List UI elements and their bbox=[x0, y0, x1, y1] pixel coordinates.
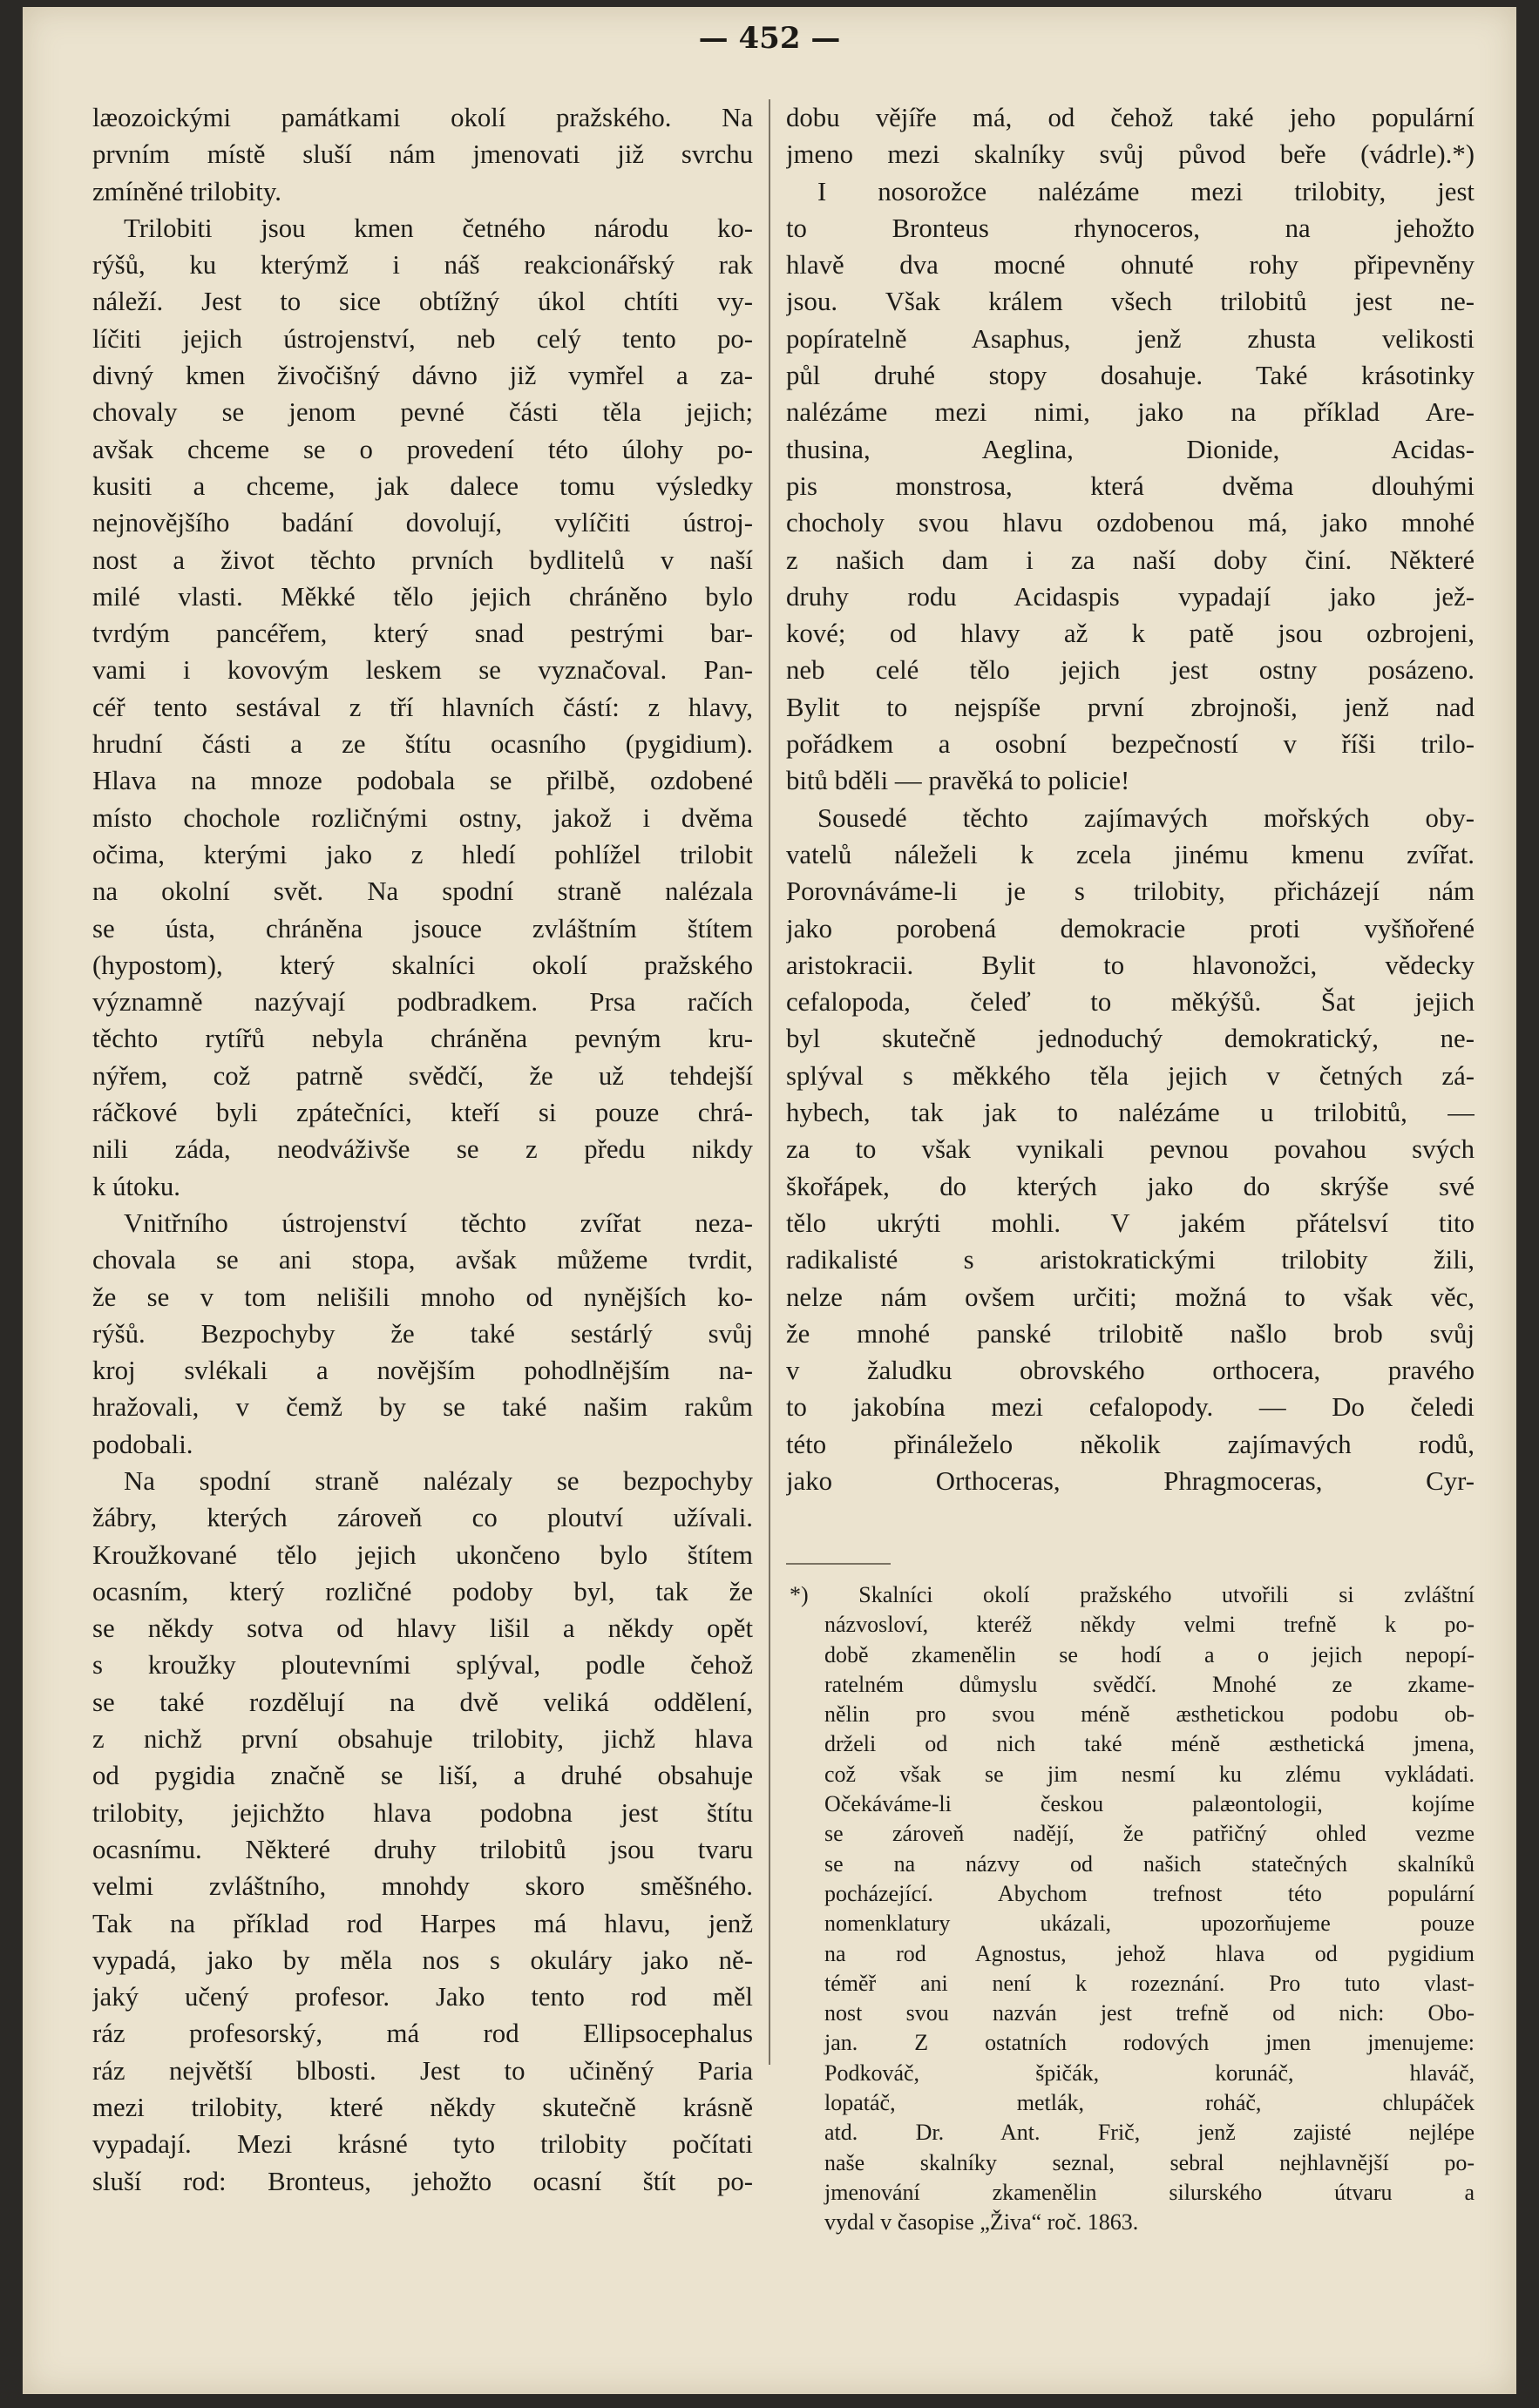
text-line: dobu vějíře má, od čehož také jeho populární bbox=[786, 103, 1475, 132]
footnote-line: drželi od nich také méně æsthetická jmena, bbox=[824, 1731, 1475, 1757]
text-line: druhy rodu Acidaspis vypadají jako jež- bbox=[786, 581, 1475, 612]
text-line: očima, kterými jako z hledí pohlížel trilobit bbox=[92, 839, 753, 869]
text-line: vypadá, jako by měla nos s okuláry jako ně- bbox=[92, 1945, 753, 1975]
left-text-column bbox=[92, 99, 753, 2200]
text-line: ráz profesorský, má rod Ellipsocephalus bbox=[92, 2019, 753, 2049]
text-line: se někdy sotva od hlavy lišil a někdy opět bbox=[92, 1613, 753, 1644]
text-line: bitů bděli — pravěká to policie! bbox=[786, 766, 1130, 796]
footnote-line: se zároveň nadějí, že patřičný ohled vezme bbox=[824, 1821, 1475, 1847]
text-line: sluší rod: Bronteus, jehožto ocasní štít po- bbox=[92, 2166, 753, 2196]
text-line: z nichž první obsahuje trilobity, jichž hlava bbox=[92, 1724, 753, 1755]
text-line: jmeno mezi skalníky svůj původ beře (vádrle).*) bbox=[786, 139, 1475, 170]
text-line: ocasnímu. Některé druhy trilobitů jsou tvaru bbox=[92, 1834, 753, 1864]
text-line: kusiti a chceme, jak dalece tomu výsledky bbox=[92, 470, 753, 501]
text-line: se ústa, chráněna jsouce zvláštním štítem bbox=[92, 913, 753, 944]
text-line: náleží. Jest to sice obtížný úkol chtíti vy- bbox=[92, 287, 753, 317]
text-line: rýšů. Bezpochyby že také sestárlý svůj bbox=[92, 1318, 753, 1349]
text-line: ráz největší blbosti. Jest to učiněný Paria bbox=[92, 2055, 753, 2086]
footnote-line: jmenování zkamenělin silurského útvaru a bbox=[824, 2179, 1475, 2205]
footnote-line: Podkováč, špičák, korunáč, hlaváč, bbox=[824, 2060, 1475, 2086]
text-line: s kroužky ploutevními splýval, podle čehož bbox=[92, 1650, 753, 1681]
text-line: rýšů, ku kterýmž i náš reakcionářský rak bbox=[92, 250, 753, 281]
text-line: nelze nám ovšem určiti; možná to však věc, bbox=[786, 1282, 1475, 1312]
footnote-line: Očekáváme-li českou palæontologii, kojíme bbox=[824, 1791, 1475, 1817]
text-line: hlavě dva mocné ohnuté rohy připevněny bbox=[786, 250, 1475, 281]
text-line: velmi zvláštního, mnohdy skoro směšného. bbox=[92, 1871, 753, 1902]
text-line: neb celé tělo jejich jest ostny posázeno. bbox=[786, 655, 1475, 686]
text-line: nili záda, neodváživše se z předu nikdy bbox=[92, 1134, 753, 1165]
text-line: popíratelně Asaphus, jenž zhusta velikosti bbox=[786, 323, 1475, 354]
text-line: jsou. Však králem všech trilobitů jest ne- bbox=[786, 287, 1475, 317]
text-line: radikalisté s aristokratickými trilobity žili, bbox=[786, 1245, 1475, 1275]
footnote-line: jan. Z ostatních rodových jmen jmenujeme: bbox=[824, 2030, 1475, 2056]
text-line: Porovnáváme-li je s trilobity, přicházejí nám bbox=[786, 876, 1475, 907]
text-line: významně nazývají podbradkem. Prsa račích bbox=[92, 987, 753, 1018]
text-line: chovala se ani stopa, avšak můžeme tvrdit, bbox=[92, 1245, 753, 1275]
text-line: cefalopoda, čeleď to měkýšů. Šat jejich bbox=[786, 987, 1475, 1018]
text-line: avšak chceme se o provedení této úlohy po- bbox=[92, 434, 753, 464]
text-line: pis monstrosa, která dvěma dlouhými bbox=[786, 470, 1475, 501]
footnote-line: nost svou nazván jest trefně od nich: Obo- bbox=[824, 2000, 1475, 2026]
footnote-line: době zkamenělin se hodí a o jejich nepopí- bbox=[824, 1641, 1475, 1667]
text-line: v žaludku obrovského orthocera, pravého bbox=[786, 1356, 1475, 1386]
column-divider bbox=[769, 99, 770, 2065]
footnote-line: pocházející. Abychom trefnost této populární bbox=[824, 1880, 1475, 1906]
text-line: z našich dam i za naší doby činí. Některé bbox=[786, 545, 1475, 575]
text-line: Vnitřního ústrojenství těchto zvířat neza- bbox=[124, 1207, 753, 1238]
text-line: læozoickými památkami okolí pražského. Na bbox=[92, 103, 753, 132]
page-number: — 452 — bbox=[698, 21, 841, 56]
text-line: na okolní svět. Na spodní straně nalézala bbox=[92, 876, 753, 907]
footnote-line: se na názvy od našich statečných skalníků bbox=[824, 1850, 1475, 1877]
text-line: že mnohé panské trilobitě našlo brob svůj bbox=[786, 1318, 1475, 1349]
text-line: půl druhé stopy dosahuje. Také krásotinky bbox=[786, 361, 1475, 391]
text-line: ráčkové byli zpátečníci, kteří si pouze chrá- bbox=[92, 1098, 753, 1128]
footnote bbox=[790, 1580, 1475, 2238]
text-line: hražovali, v čemž by se také našim rakům bbox=[92, 1392, 753, 1423]
text-line: ocasním, který rozličné podoby byl, tak že bbox=[92, 1576, 753, 1606]
text-line: za to však vynikali pevnou povahou svých bbox=[786, 1134, 1475, 1165]
footnote-line: ratelném důmyslu svědčí. Mnohé ze zkame- bbox=[824, 1671, 1475, 1697]
footnote-line: nomenklatury ukázali, upozorňujeme pouze bbox=[824, 1911, 1475, 1937]
text-line: hybech, tak jak to nalézáme u trilobitů, — bbox=[786, 1098, 1475, 1128]
text-line: se také rozdělují na dvě veliká oddělení, bbox=[92, 1687, 753, 1717]
text-line: že se v tom nelišili mnoho od nynějších ko- bbox=[92, 1282, 753, 1312]
footnote-line: názvosloví, kteréž někdy velmi trefně k po- bbox=[824, 1612, 1475, 1638]
text-line: Hlava na mnoze podobala se přilbě, ozdobené bbox=[92, 766, 753, 796]
text-line: podobali. bbox=[92, 1429, 193, 1459]
text-line: Bylit to nejspíše první zbrojnoši, jenž nad bbox=[786, 692, 1475, 722]
text-line: I nosorožce nalézáme mezi trilobity, jest bbox=[817, 176, 1475, 206]
text-line: nýřem, což patrně svědčí, že už tehdejší bbox=[92, 1060, 753, 1091]
journal-page bbox=[23, 7, 1516, 2394]
text-line: Sousedé těchto zajímavých mořských oby- bbox=[817, 802, 1475, 833]
text-line: nejnovějšího badání dovolují, vylíčiti ústroj- bbox=[92, 508, 753, 538]
text-line: splýval s měkkého těla jejich v četných zá- bbox=[786, 1060, 1475, 1091]
text-line: jako Orthoceras, Phragmoceras, Cyr- bbox=[786, 1465, 1475, 1496]
text-line: chocholy svou hlavu ozdobenou má, jako mnohé bbox=[786, 508, 1475, 538]
text-line: trilobity, jejichžto hlava podobna jest štítu bbox=[92, 1797, 753, 1828]
text-line: Tak na příklad rod Harpes má hlavu, jenž bbox=[92, 1908, 753, 1938]
text-line: škořápek, do kterých jako do skrýše své bbox=[786, 1171, 1475, 1201]
text-line: pořádkem a osobní bezpečností v říši trilo- bbox=[786, 729, 1475, 760]
text-line: jaký učený profesor. Jako tento rod měl bbox=[92, 1982, 753, 2012]
footnote-line: nělin pro svou méně æsthetickou podobu ob- bbox=[824, 1701, 1475, 1728]
text-line: to jakobína mezi cefalopody. — Do čeledi bbox=[786, 1392, 1475, 1423]
text-line: líčiti jejich ústrojenství, neb celý tento po- bbox=[92, 323, 753, 354]
text-line: nalézáme mezi nimi, jako na příklad Are- bbox=[786, 397, 1475, 428]
text-line: kové; od hlavy až k patě jsou ozbrojeni, bbox=[786, 619, 1475, 649]
footnote-line: téměř ani není k rozeznání. Pro tuto vlast- bbox=[824, 1970, 1475, 1996]
footnote-line: což však se jim nesmí ku zlému vykládati. bbox=[824, 1761, 1475, 1787]
text-line: hrudní části a ze štítu ocasního (pygidium). bbox=[92, 729, 753, 760]
text-line: céř tento sestával z tří hlavních částí: z hlavy, bbox=[92, 692, 753, 722]
text-line: mezi trilobity, které někdy skutečně krásně bbox=[92, 2093, 753, 2123]
text-line: aristokracii. Bylit to hlavonožci, vědecky bbox=[786, 950, 1475, 980]
text-line: nost a život těchto prvních bydlitelů v naší bbox=[92, 545, 753, 575]
footnote-line: na rod Agnostus, jehož hlava od pygidium bbox=[824, 1940, 1475, 1966]
text-line: Kroužkované tělo jejich ukončeno bylo štítem bbox=[92, 1539, 753, 1570]
text-line: jako porobená demokracie proti vyšňořené bbox=[786, 913, 1475, 944]
footnote-line: atd. Dr. Ant. Frič, jenž zajisté nejlépe bbox=[824, 2120, 1475, 2146]
text-line: tvrdým pancéřem, který snad pestrými bar- bbox=[92, 619, 753, 649]
text-line: to Bronteus rhynoceros, na jehožto bbox=[786, 213, 1475, 243]
text-line: prvním místě sluší nám jmenovati již svrchu bbox=[92, 139, 753, 170]
text-line: thusina, Aeglina, Dionide, Acidas- bbox=[786, 434, 1475, 464]
footnote-line: naše skalníky seznal, sebral nejhlavnější po- bbox=[824, 2149, 1475, 2175]
text-line: byl skutečně jednoduchý demokratický, ne- bbox=[786, 1024, 1475, 1054]
text-line: divný kmen živočišný dávno již vymřel a za- bbox=[92, 361, 753, 391]
text-line: tělo ukrýti mohli. V jakém přátelsví tito bbox=[786, 1207, 1475, 1238]
text-line: vami i kovovým leskem se vyznačoval. Pan- bbox=[92, 655, 753, 686]
text-line: této přináleželo několik zajímavých rodů, bbox=[786, 1429, 1475, 1459]
text-line: Trilobiti jsou kmen četného národu ko- bbox=[124, 213, 753, 243]
text-line: vypadají. Mezi krásné tyto trilobity počítati bbox=[92, 2129, 753, 2160]
text-line: (hypostom), který skalníci okolí pražského bbox=[92, 950, 753, 980]
footnote-line: lopatáč, metlák, roháč, chlupáček bbox=[824, 2090, 1475, 2116]
text-line: místo chochole rozličnými ostny, jakož i dvěma bbox=[92, 802, 753, 833]
footnote-line: *) Skalníci okolí pražského utvořili si zvláštní bbox=[790, 1582, 1475, 1607]
text-line: milé vlasti. Měkké tělo jejich chráněno bylo bbox=[92, 581, 753, 612]
text-line: zmíněné trilobity. bbox=[92, 176, 281, 206]
text-line: kroj svlékali a novějším pohodlnějším na- bbox=[92, 1356, 753, 1386]
text-line: od pygidia značně se liší, a druhé obsahuje bbox=[92, 1761, 753, 1791]
text-line: k útoku. bbox=[92, 1171, 180, 1201]
text-line: žábry, kterých zároveň co ploutví užívali. bbox=[92, 1503, 753, 1533]
text-line: vatelů náleželi k zcela jinému kmenu zvířat. bbox=[786, 839, 1475, 869]
text-line: Na spodní straně nalézaly se bezpochyby bbox=[124, 1465, 753, 1496]
text-line: těchto rytířů nebyla chráněna pevným kru- bbox=[92, 1024, 753, 1054]
right-text-column bbox=[786, 99, 1475, 1499]
footnote-line: vydal v časopise „Živa“ roč. 1863. bbox=[824, 2209, 1139, 2236]
footnote-rule bbox=[786, 1563, 891, 1565]
text-line: chovaly se jenom pevné části těla jejich; bbox=[92, 397, 753, 428]
